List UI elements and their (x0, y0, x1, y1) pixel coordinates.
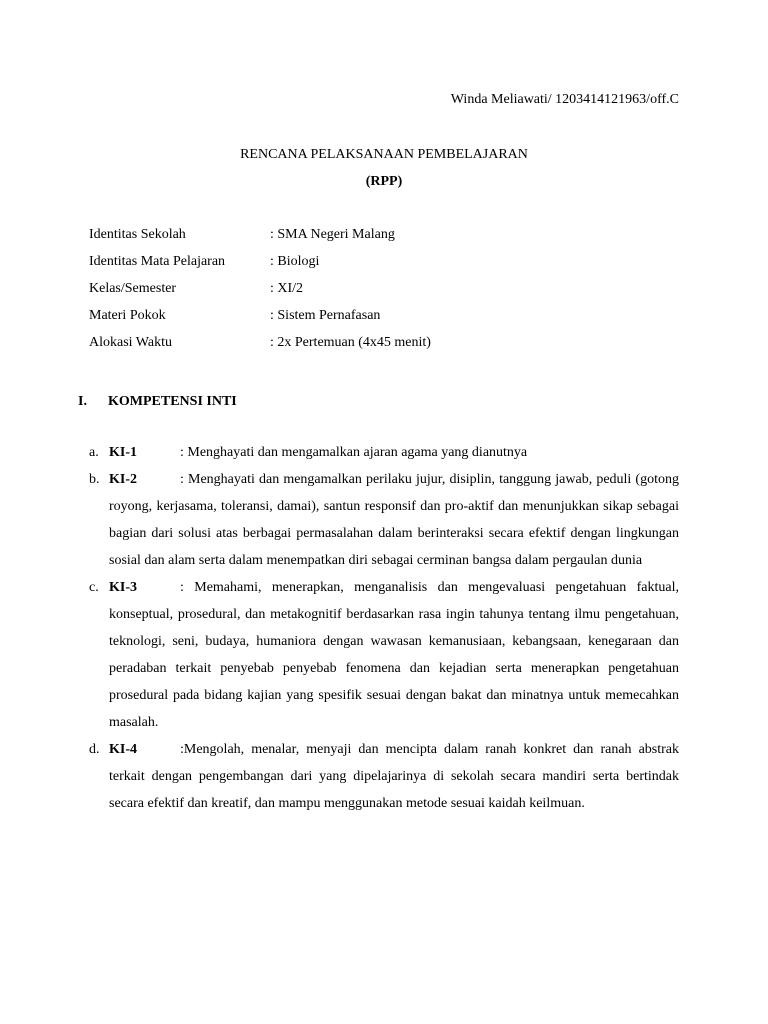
ki-code: KI-3 (109, 580, 137, 595)
list-marker: a. (89, 445, 99, 460)
list-marker: c. (89, 580, 99, 595)
ki-text: : Menghayati dan mengamalkan perilaku jujur, disiplin, tanggung jawab, peduli (gotong royong, kerjasama, toleransi, damai), santun responsif dan pro-aktif dan menunjukkan sikap sebagai bagian dari solusi atas berbagai permasalahan dalam berinteraksi secara efektif dengan lingkungan sosial dan alam serta dalam menempatkan diri sebagai cerminan bangsa dalam pergaulan dunia (109, 472, 679, 568)
section-number: I. (78, 394, 87, 409)
ki-text: : Memahami, menerapkan, menganalisis dan mengevaluasi pengetahuan faktual, konseptual, prosedural, dan metakognitif berdasarkan rasa ingin tahunya tentang ilmu pengetahuan, teknologi, seni, budaya, humaniora dengan wawasan kemanusiaan, kebangsaan, kenegaraan dan peradaban terkait penyebab penyebab fenomena dan kejadian serta menerapkan pengetahuan prosedural pada bidang kajian yang spesifik sesuai dengan bakat dan minatnya untuk memecahkan masalah. (109, 580, 679, 730)
identity-value: : 2x Pertemuan (4x45 menit) (270, 335, 431, 350)
identity-value: : XI/2 (270, 281, 304, 296)
ki-item (89, 736, 679, 817)
ki-item (89, 439, 679, 466)
section-title: KOMPETENSI INTI (108, 394, 237, 409)
ki-code: KI-1 (109, 445, 137, 460)
document-title: RENCANA PELAKSANAAN PEMBELAJARAN (240, 147, 528, 162)
identity-label: Kelas/Semester (89, 281, 177, 296)
ki-text: : Menghayati dan mengamalkan ajaran agama yang dianutnya (180, 445, 528, 460)
ki-item (89, 574, 679, 736)
identity-label: Alokasi Waktu (89, 335, 172, 350)
author-line: Winda Meliawati/ 1203414121963/off.C (450, 92, 679, 107)
identity-value: : SMA Negeri Malang (270, 227, 395, 242)
identity-value: : Sistem Pernafasan (270, 308, 381, 323)
list-marker: b. (89, 472, 100, 487)
ki-code: KI-2 (109, 472, 137, 487)
identity-label: Identitas Mata Pelajaran (89, 254, 226, 269)
identity-label: Identitas Sekolah (89, 227, 186, 242)
ki-list (89, 439, 679, 817)
ki-item (89, 466, 679, 574)
list-marker: d. (89, 742, 100, 757)
document-subtitle: (RPP) (365, 174, 403, 189)
ki-code: KI-4 (109, 742, 137, 757)
section-heading (78, 394, 237, 410)
ki-text: :Mengolah, menalar, menyaji dan mencipta dalam ranah konkret dan ranah abstrak terkait dengan pengembangan dari yang dipelajarinya di sekolah secara mandiri serta bertindak secara efektif dan kreatif, dan mampu menggunakan metode sesuai kaidah keilmuan. (109, 742, 679, 811)
identity-label: Materi Pokok (89, 308, 166, 323)
identity-value: : Biologi (270, 254, 320, 269)
